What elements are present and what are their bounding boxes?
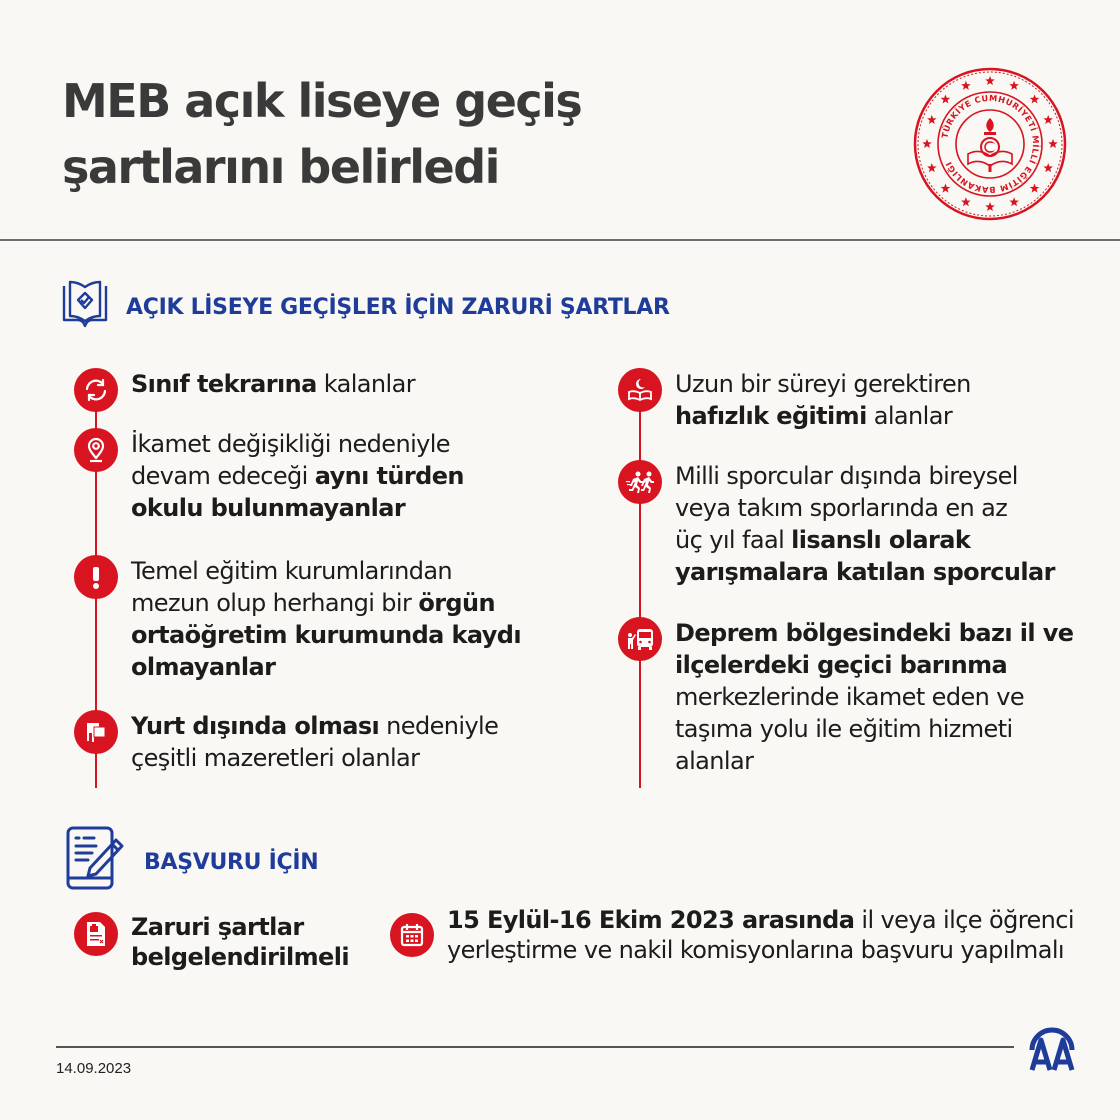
requirement-text — [675, 368, 971, 432]
text-line — [447, 905, 1074, 935]
page-title — [62, 68, 581, 200]
text-line — [675, 400, 971, 432]
location-pin-icon — [74, 428, 118, 472]
text-run: üç yıl faal — [675, 526, 792, 554]
requirement-text — [131, 710, 498, 774]
requirement-text — [131, 428, 464, 524]
seal-star — [985, 202, 995, 211]
document-pen-icon — [66, 826, 126, 898]
text-line — [131, 619, 521, 651]
text-line — [675, 649, 1073, 681]
text-line — [131, 742, 498, 774]
bold-run: Zaruri şartlar — [131, 913, 304, 941]
bold-run: yarışmalara katılan sporcular — [675, 558, 1055, 586]
application-heading-text: BAŞVURU İÇİN — [144, 849, 319, 875]
text-run: mezun olup herhangi bir — [131, 589, 419, 617]
text-line — [675, 460, 1055, 492]
bold-run: olmayanlar — [131, 653, 276, 681]
text-line — [675, 492, 1055, 524]
requirement-text — [131, 555, 521, 683]
requirement-item — [618, 368, 971, 432]
seal-star — [1043, 163, 1053, 172]
repeat-arrows-icon — [74, 368, 118, 412]
text-line — [675, 713, 1073, 745]
application-text — [131, 912, 349, 972]
footer-divider — [56, 1046, 1014, 1048]
bold-run: Sınıf tekrarına — [131, 370, 317, 398]
text-line — [131, 912, 349, 942]
bold-run: aynı türden — [314, 462, 464, 490]
text-line — [131, 368, 415, 400]
requirement-item — [618, 617, 1073, 777]
text-line — [675, 368, 971, 400]
bold-run: Yurt dışında olması — [131, 712, 380, 740]
text-run: alanlar — [866, 402, 953, 430]
text-run: devam edeceği — [131, 462, 315, 490]
text-line — [447, 935, 1074, 965]
text-run: il veya ilçe öğrenci — [854, 906, 1074, 934]
application-item — [74, 912, 349, 972]
text-run: merkezlerinde ikamet eden ve — [675, 683, 1025, 711]
application-section-heading — [66, 826, 318, 898]
seal-star — [1048, 139, 1058, 148]
header-divider — [0, 239, 1120, 241]
text-run: Milli sporcular dışında bireysel — [675, 462, 1018, 490]
requirement-text — [675, 460, 1055, 588]
text-line — [675, 745, 1073, 777]
text-run: kalanlar — [316, 370, 415, 398]
bold-run: 15 Eylül-16 Ekim 2023 arasında — [447, 906, 855, 934]
text-run: taşıma yolu ile eğitim hizmeti — [675, 715, 1013, 743]
document-stamp-icon — [74, 912, 118, 956]
text-line — [131, 555, 521, 587]
bold-run: lisanslı olarak — [791, 526, 971, 554]
seal-star — [941, 94, 951, 103]
requirement-item — [618, 460, 1055, 588]
book-crescent-icon — [618, 368, 662, 412]
seal-star — [961, 197, 971, 206]
text-line — [675, 524, 1055, 556]
text-run: Uzun bir süreyi gerektiren — [675, 370, 971, 398]
meb-seal-icon — [912, 66, 1068, 222]
svg-text:TÜRKİYE CUMHURİYETİ MİLLİ EĞİT: TÜRKİYE CUMHURİYETİ MİLLİ EĞİTİM BAKANLIĞI — [939, 92, 1042, 196]
bold-run: ortaöğretim kurumunda kaydı — [131, 621, 521, 649]
requirement-text — [675, 617, 1073, 777]
flags-icon — [74, 710, 118, 754]
requirements-heading-text: AÇIK LİSEYE GEÇİŞLER İÇİN ZARURİ ŞARTLAR — [126, 294, 670, 320]
requirement-item — [74, 710, 498, 774]
title-line-1: MEB açık liseye geçiş — [62, 74, 582, 128]
exclamation-icon — [74, 555, 118, 599]
bold-run: okulu bulunmayanlar — [131, 494, 406, 522]
bus-passenger-icon — [618, 617, 662, 661]
text-line — [675, 681, 1073, 713]
requirements-section-heading — [62, 278, 670, 336]
bold-run: belgelendirilmeli — [131, 943, 349, 971]
publish-date: 14.09.2023 — [56, 1060, 132, 1077]
text-run: yerleştirme ve nakil komisyonlarına başvuru yapılmalı — [447, 936, 1064, 964]
text-line — [131, 942, 349, 972]
text-line — [131, 710, 498, 742]
bold-run: hafızlık eğitimi — [675, 402, 867, 430]
aa-logo-icon — [1026, 1022, 1078, 1072]
seal-star — [1030, 184, 1040, 193]
application-item — [390, 905, 1074, 965]
requirement-text — [131, 368, 415, 400]
text-run: nedeniyle — [379, 712, 499, 740]
bold-run: ilçelerdeki geçici barınma — [675, 651, 1008, 679]
application-text — [447, 905, 1074, 965]
runners-icon — [618, 460, 662, 504]
seal-star — [1030, 94, 1040, 103]
text-line — [131, 460, 464, 492]
text-run: Temel eğitim kurumlarından — [131, 557, 453, 585]
seal-star — [1043, 115, 1053, 124]
seal-star — [922, 139, 932, 148]
bold-run: örgün — [418, 589, 495, 617]
seal-star — [1009, 197, 1019, 206]
text-line — [675, 617, 1073, 649]
seal-star — [961, 81, 971, 90]
text-run: çeşitli mazeretleri olanlar — [131, 744, 420, 772]
text-run: alanlar — [675, 747, 754, 775]
text-run: veya takım sporlarında en az — [675, 494, 1008, 522]
seal-star — [1009, 81, 1019, 90]
calendar-icon — [390, 913, 434, 957]
bold-run: Deprem bölgesindeki bazı il ve — [675, 619, 1074, 647]
text-line — [131, 428, 464, 460]
title-line-2: şartlarını belirledi — [62, 140, 499, 194]
text-line — [131, 492, 464, 524]
seal-star — [941, 184, 951, 193]
text-line — [131, 587, 521, 619]
text-line — [675, 556, 1055, 588]
text-line — [131, 651, 521, 683]
seal-star — [985, 76, 995, 85]
text-run: İkamet değişikliği nedeniyle — [131, 430, 450, 458]
requirement-item — [74, 555, 521, 683]
seal-star — [927, 163, 937, 172]
requirement-item — [74, 428, 464, 524]
seal-star — [927, 115, 937, 124]
book-check-icon — [62, 278, 108, 336]
requirement-item — [74, 368, 415, 412]
